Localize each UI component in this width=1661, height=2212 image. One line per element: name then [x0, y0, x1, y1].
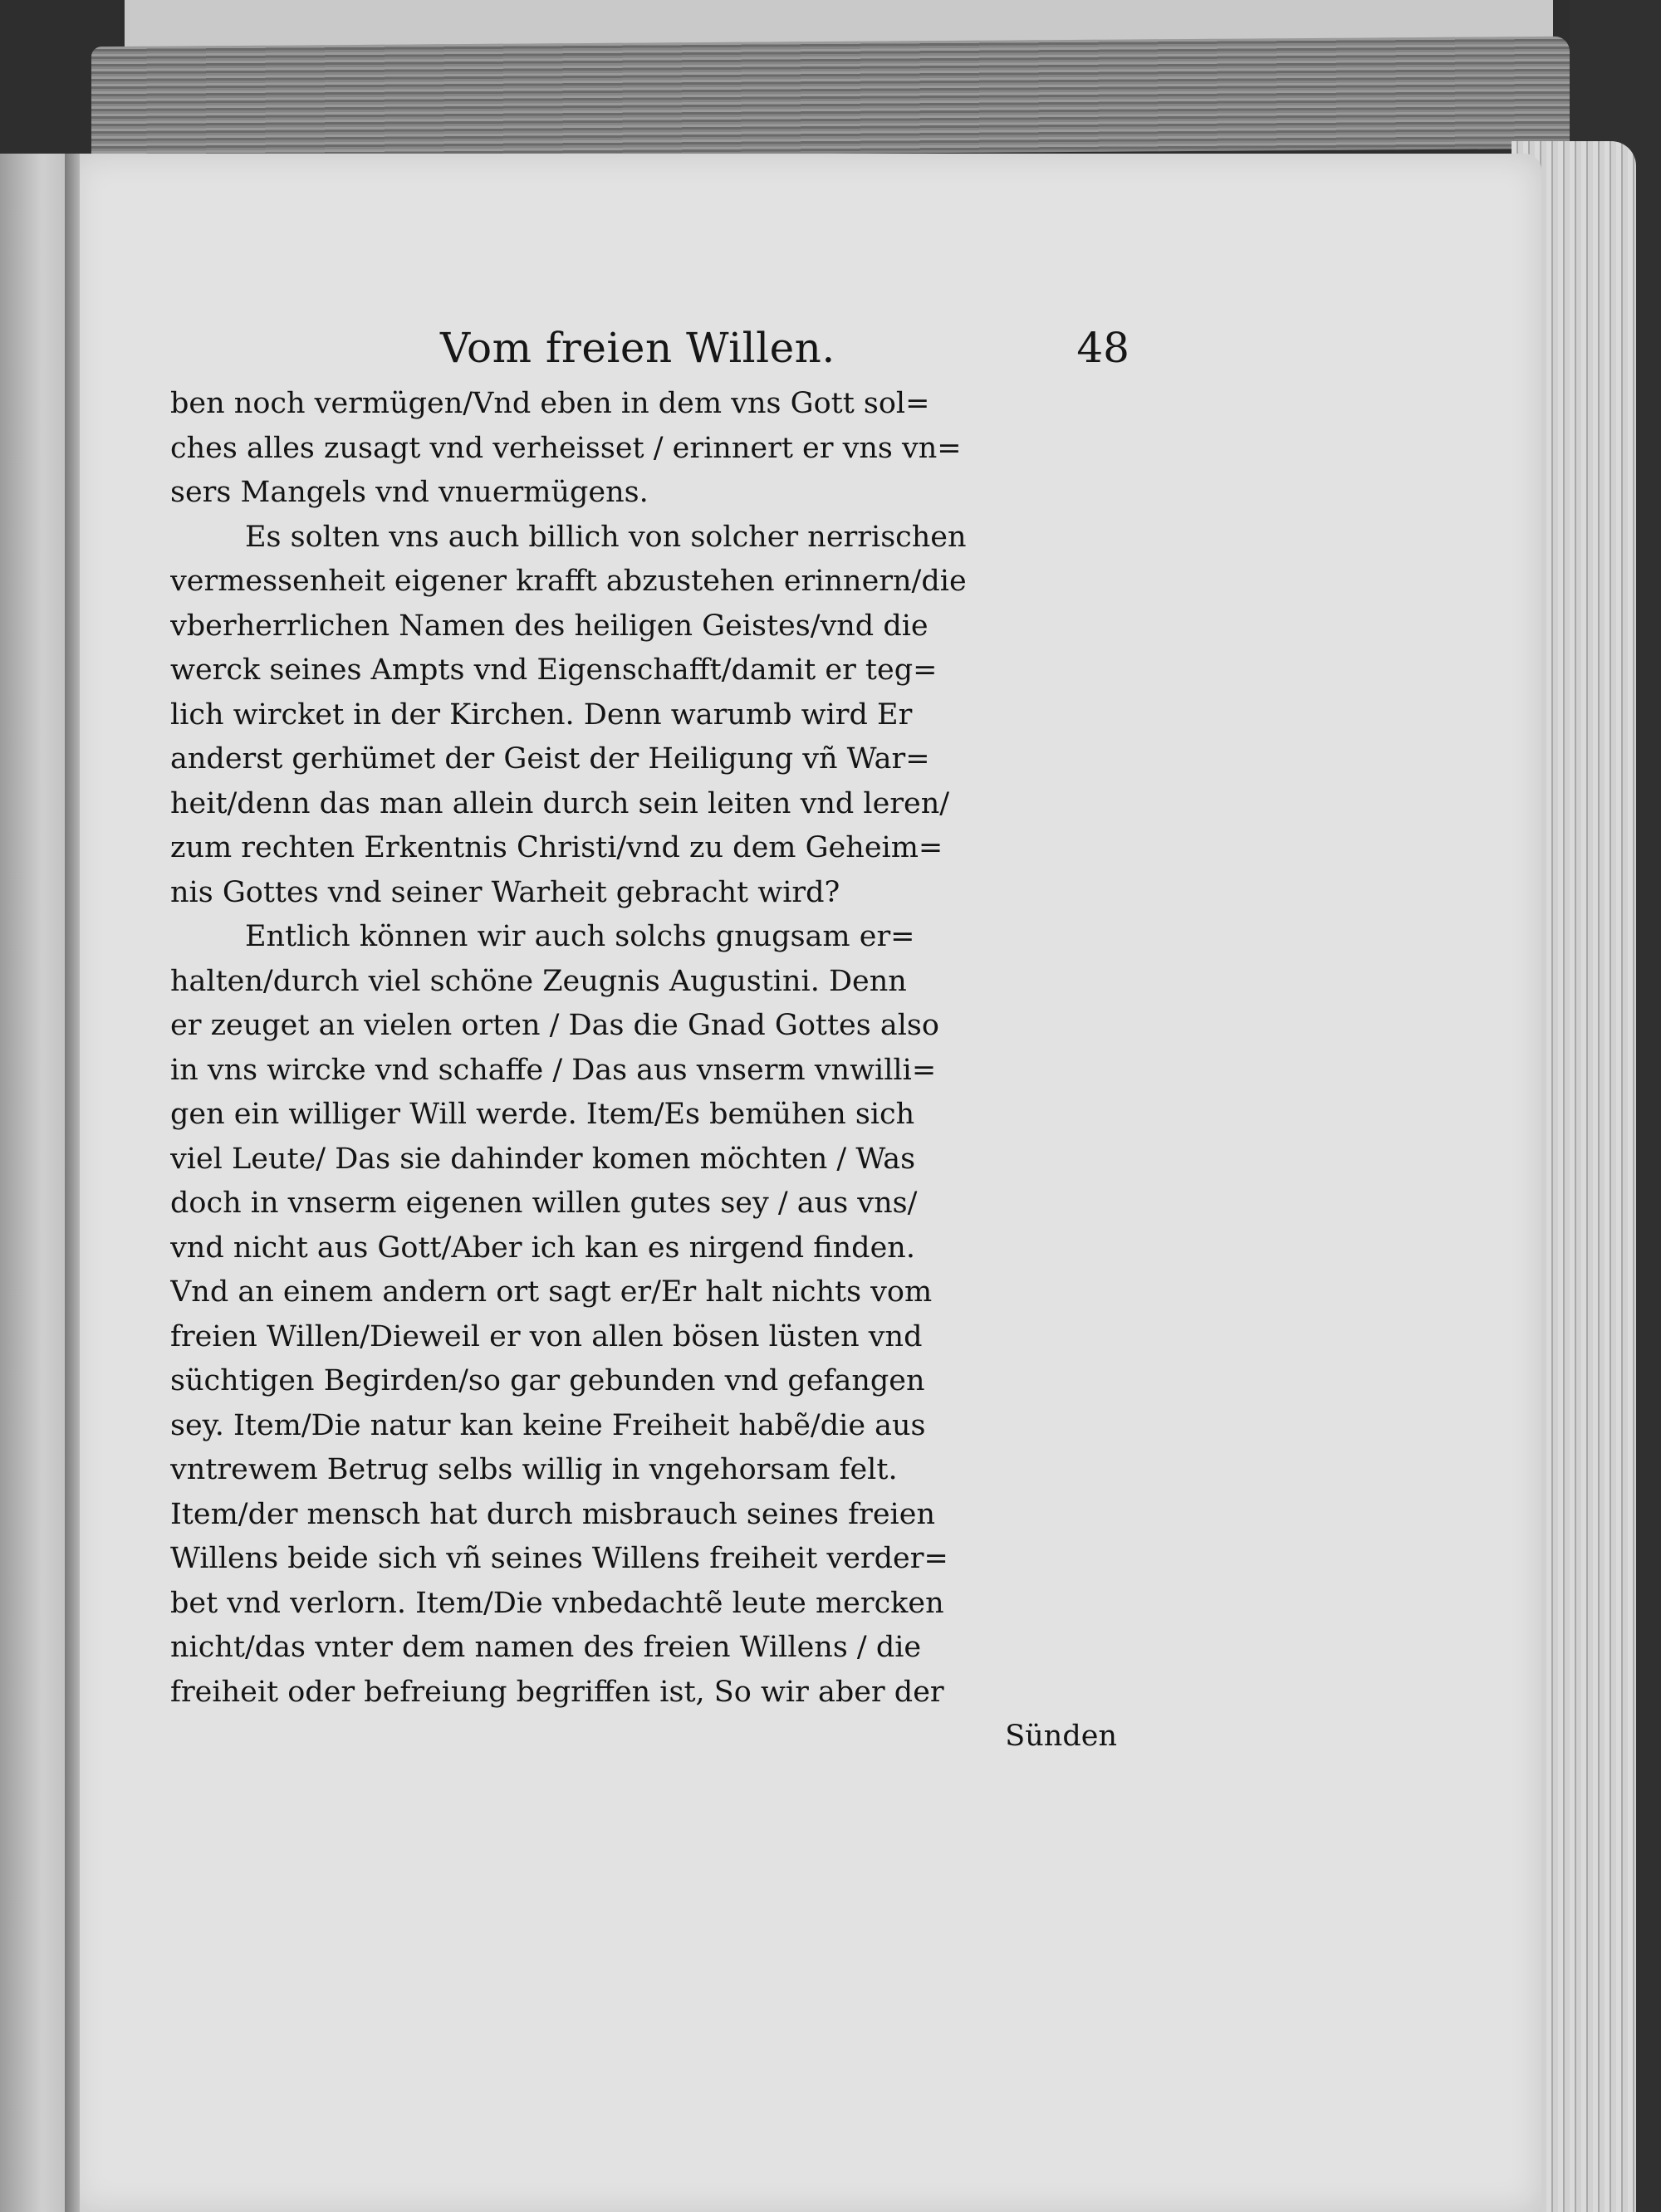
- text-line: er zeuget an vielen orten / Das die Gnad Gottes also: [170, 1009, 939, 1042]
- text-line: viel Leute/ Das sie dahinder komen möchten / Was: [170, 1142, 916, 1176]
- text-line: vermessenheit eigener krafft abzustehen erinnern/die: [170, 565, 967, 598]
- text-line: in vns wircke vnd schaffe / Das aus vnserm vnwilli=: [170, 1053, 937, 1087]
- text-line: heit/denn das man allein durch sein leiten vnd leren/: [170, 786, 950, 820]
- text-line: vnd nicht aus Gott/Aber ich kan es nirgend finden.: [170, 1231, 915, 1265]
- text-line: ches alles zusagt vnd verheisset / erinnert er vns vn=: [170, 431, 962, 465]
- text-line: anderst gerhümet der Geist der Heiligung vñ War=: [170, 742, 930, 776]
- text-line: halten/durch viel schöne Zeugnis Augustini. Denn: [170, 964, 907, 998]
- text-line: doch in vnserm eigenen willen gutes sey / aus vns/: [170, 1187, 918, 1220]
- text-line: ben noch vermügen/Vnd eben in dem vns Gott sol=: [170, 387, 930, 420]
- paragraph-start-line: Entlich können wir auch solchs gnugsam er=: [245, 920, 915, 953]
- running-title: Vom freien Willen.: [440, 324, 835, 372]
- text-line: vntrewem Betrug selbs willig in vngehorsam felt.: [170, 1453, 898, 1486]
- text-line: bet vnd verlorn. Item/Die vnbedachtẽ leute mercken: [170, 1586, 944, 1620]
- text-line: nis Gottes vnd seiner Warheit gebracht wird?: [170, 875, 840, 909]
- text-line: sey. Item/Die natur kan keine Freiheit habẽ/die aus: [170, 1408, 926, 1442]
- text-line: Willens beide sich vñ seines Willens freiheit verder=: [170, 1542, 948, 1575]
- text-line: zum rechten Erkentnis Christi/vnd zu dem Geheim=: [170, 831, 943, 864]
- main-text: [170, 382, 1117, 1760]
- text-line: sers Mangels vnd vnuermügens.: [170, 476, 649, 509]
- text-line: Vnd an einem andern ort sagt er/Er halt nichts vom: [170, 1275, 933, 1309]
- page-edges-top: [91, 37, 1570, 159]
- book-gutter: [65, 154, 80, 2212]
- text-line: gen ein williger Will werde. Item/Es bemühen sich: [170, 1098, 915, 1131]
- catchword: Sünden: [1005, 1720, 1117, 1753]
- text-line: freiheit oder befreiung begriffen ist, So wir aber der: [170, 1675, 944, 1709]
- text-line: werck seines Ampts vnd Eigenschafft/damit er teg=: [170, 653, 938, 687]
- text-line: süchtigen Begirden/so gar gebunden vnd gefangen: [170, 1364, 925, 1397]
- text-line: vberherrlichen Namen des heiligen Geistes/vnd die: [170, 609, 928, 643]
- paragraph-start-line: Es solten vns auch billich von solcher nerrischen: [245, 520, 967, 554]
- text-line: Item/der mensch hat durch misbrauch seines freien: [170, 1497, 935, 1531]
- page-header: [440, 324, 1129, 390]
- text-line: lich wircket in der Kirchen. Denn warumb wird Er: [170, 697, 913, 732]
- page-number: 48: [1076, 324, 1129, 372]
- text-line: nicht/das vnter dem namen des freien Willens / die: [170, 1631, 922, 1664]
- text-line: freien Willen/Dieweil er von allen bösen lüsten vnd: [170, 1319, 923, 1353]
